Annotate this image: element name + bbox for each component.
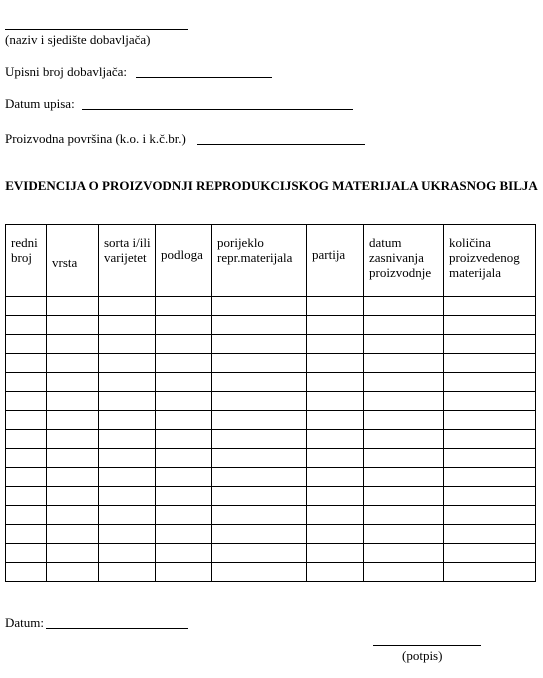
table-cell[interactable] <box>6 449 47 468</box>
table-cell[interactable] <box>212 354 307 373</box>
registration-date-label: Datum upisa: <box>5 96 75 111</box>
table-cell[interactable] <box>307 506 364 525</box>
table-cell[interactable] <box>307 354 364 373</box>
table-cell[interactable] <box>156 487 212 506</box>
table-cell[interactable] <box>6 297 47 316</box>
table-cell[interactable] <box>156 430 212 449</box>
table-cell[interactable] <box>156 316 212 335</box>
table-cell[interactable] <box>307 430 364 449</box>
table-cell[interactable] <box>6 506 47 525</box>
footer-date-field[interactable] <box>46 628 188 629</box>
footer-date-label: Datum: <box>5 615 44 630</box>
table-cell[interactable] <box>99 297 156 316</box>
table-cell[interactable] <box>99 335 156 354</box>
table-cell[interactable] <box>99 430 156 449</box>
table-cell[interactable] <box>47 411 99 430</box>
column-header <box>364 225 444 297</box>
supplier-name-label: (naziv i sjedište dobavljača) <box>5 32 151 47</box>
table-cell[interactable] <box>364 430 444 449</box>
table-cell[interactable] <box>364 487 444 506</box>
table-cell[interactable] <box>156 544 212 563</box>
table-row <box>6 449 536 468</box>
column-header <box>47 225 99 297</box>
table-cell[interactable] <box>307 449 364 468</box>
table-cell[interactable] <box>47 392 99 411</box>
table-cell[interactable] <box>47 297 99 316</box>
table-cell[interactable] <box>156 392 212 411</box>
table-cell[interactable] <box>156 468 212 487</box>
table-cell[interactable] <box>99 468 156 487</box>
table-cell[interactable] <box>212 544 307 563</box>
table-cell[interactable] <box>307 373 364 392</box>
table-cell[interactable] <box>364 506 444 525</box>
table-cell[interactable] <box>6 316 47 335</box>
table-cell[interactable] <box>444 544 536 563</box>
table-row <box>6 563 536 582</box>
table-row <box>6 297 536 316</box>
table-cell[interactable] <box>99 449 156 468</box>
table-cell[interactable] <box>6 544 47 563</box>
table-row <box>6 525 536 544</box>
table-row <box>6 506 536 525</box>
table-cell[interactable] <box>6 335 47 354</box>
table-cell[interactable] <box>47 506 99 525</box>
table-cell[interactable] <box>47 335 99 354</box>
table-row <box>6 468 536 487</box>
table-cell[interactable] <box>307 297 364 316</box>
table-cell[interactable] <box>156 449 212 468</box>
table-cell[interactable] <box>6 373 47 392</box>
table-cell[interactable] <box>6 468 47 487</box>
signature-label: (potpis) <box>402 648 443 663</box>
table-row <box>6 487 536 506</box>
table-cell[interactable] <box>364 525 444 544</box>
production-area-field[interactable] <box>197 144 365 145</box>
table-cell[interactable] <box>212 468 307 487</box>
production-record-table <box>5 224 536 582</box>
table-cell[interactable] <box>47 373 99 392</box>
column-header-label: partija <box>312 247 346 262</box>
table-cell[interactable] <box>212 563 307 582</box>
table-header-row <box>6 225 536 297</box>
column-header-label: porijeklo repr.materijala <box>217 235 293 265</box>
table-cell[interactable] <box>212 335 307 354</box>
document-title: EVIDENCIJA O PROIZVODNJI REPRODUKCIJSKOG MATERIJALA UKRASNOG BILJA <box>5 178 538 193</box>
column-header-label: datum zasnivanja proizvodnje <box>369 235 432 280</box>
table-cell[interactable] <box>364 373 444 392</box>
table-cell[interactable] <box>156 354 212 373</box>
table-cell[interactable] <box>6 411 47 430</box>
table-cell[interactable] <box>47 316 99 335</box>
table-cell[interactable] <box>47 544 99 563</box>
table-cell[interactable] <box>212 525 307 544</box>
table-cell[interactable] <box>47 468 99 487</box>
table-cell[interactable] <box>444 506 536 525</box>
table-cell[interactable] <box>364 563 444 582</box>
registration-date-field[interactable] <box>82 109 353 110</box>
table-cell[interactable] <box>47 354 99 373</box>
table-cell[interactable] <box>364 449 444 468</box>
table-cell[interactable] <box>47 449 99 468</box>
table-cell[interactable] <box>364 544 444 563</box>
table-cell[interactable] <box>47 525 99 544</box>
table-cell[interactable] <box>6 487 47 506</box>
table-cell[interactable] <box>156 335 212 354</box>
table-cell[interactable] <box>212 506 307 525</box>
table-cell[interactable] <box>444 449 536 468</box>
table-cell[interactable] <box>444 297 536 316</box>
table-cell[interactable] <box>307 411 364 430</box>
column-header <box>212 225 307 297</box>
table-cell[interactable] <box>212 373 307 392</box>
table-cell[interactable] <box>444 316 536 335</box>
table-cell[interactable] <box>307 468 364 487</box>
table-cell[interactable] <box>307 392 364 411</box>
table-cell[interactable] <box>212 316 307 335</box>
table-cell[interactable] <box>99 373 156 392</box>
table-cell[interactable] <box>156 525 212 544</box>
table-cell[interactable] <box>212 430 307 449</box>
table-cell[interactable] <box>444 411 536 430</box>
table-row <box>6 354 536 373</box>
table-cell[interactable] <box>212 449 307 468</box>
table-cell[interactable] <box>444 373 536 392</box>
table-cell[interactable] <box>364 297 444 316</box>
table-cell[interactable] <box>212 487 307 506</box>
table-cell[interactable] <box>6 430 47 449</box>
table-cell[interactable] <box>47 563 99 582</box>
table-cell[interactable] <box>212 411 307 430</box>
table-row <box>6 544 536 563</box>
table-cell[interactable] <box>156 373 212 392</box>
table-cell[interactable] <box>156 506 212 525</box>
column-header-label: redni broj <box>11 235 38 265</box>
table-cell[interactable] <box>47 430 99 449</box>
column-header-label: količina proizvedenog materijala <box>449 235 520 280</box>
table-row <box>6 392 536 411</box>
table-cell[interactable] <box>156 411 212 430</box>
column-header <box>6 225 47 297</box>
table-cell[interactable] <box>99 525 156 544</box>
table-cell[interactable] <box>99 411 156 430</box>
table-cell[interactable] <box>307 335 364 354</box>
column-header <box>156 225 212 297</box>
table-cell[interactable] <box>364 335 444 354</box>
production-area-label: Proizvodna površina (k.o. i k.č.br.) <box>5 131 186 146</box>
table-cell[interactable] <box>212 392 307 411</box>
table-row <box>6 430 536 449</box>
column-header-label: sorta i/ili varijetet <box>104 235 151 265</box>
table-cell[interactable] <box>307 487 364 506</box>
column-header <box>307 225 364 297</box>
table-cell[interactable] <box>212 297 307 316</box>
table-cell[interactable] <box>99 354 156 373</box>
table-cell[interactable] <box>364 392 444 411</box>
table-cell[interactable] <box>307 563 364 582</box>
table-cell[interactable] <box>364 354 444 373</box>
column-header-label: vrsta <box>52 255 78 270</box>
table-cell[interactable] <box>99 316 156 335</box>
table-row <box>6 316 536 335</box>
table-cell[interactable] <box>6 392 47 411</box>
table-cell[interactable] <box>156 297 212 316</box>
table-cell[interactable] <box>307 544 364 563</box>
table-cell[interactable] <box>444 468 536 487</box>
table-cell[interactable] <box>307 316 364 335</box>
table-cell[interactable] <box>307 525 364 544</box>
table-body <box>6 297 536 582</box>
table-row <box>6 373 536 392</box>
table-cell[interactable] <box>99 544 156 563</box>
column-header-label: podloga <box>161 247 203 262</box>
registration-number-field[interactable] <box>136 77 272 78</box>
table-cell[interactable] <box>6 563 47 582</box>
table-cell[interactable] <box>444 392 536 411</box>
table-cell[interactable] <box>6 525 47 544</box>
signature-line[interactable] <box>373 645 481 646</box>
table-cell[interactable] <box>99 563 156 582</box>
table-cell[interactable] <box>444 335 536 354</box>
table-cell[interactable] <box>156 563 212 582</box>
table-cell[interactable] <box>364 411 444 430</box>
table-cell[interactable] <box>99 506 156 525</box>
supplier-name-line[interactable] <box>5 29 188 30</box>
table-cell[interactable] <box>364 468 444 487</box>
table-cell[interactable] <box>444 525 536 544</box>
table-cell[interactable] <box>99 392 156 411</box>
table-cell[interactable] <box>99 487 156 506</box>
table-cell[interactable] <box>444 430 536 449</box>
table-cell[interactable] <box>444 487 536 506</box>
column-header <box>99 225 156 297</box>
table-cell[interactable] <box>444 354 536 373</box>
table-row <box>6 411 536 430</box>
table-cell[interactable] <box>364 316 444 335</box>
registration-number-label: Upisni broj dobavljača: <box>5 64 128 79</box>
column-header <box>444 225 536 297</box>
table-row <box>6 335 536 354</box>
table-cell[interactable] <box>444 563 536 582</box>
table-cell[interactable] <box>6 354 47 373</box>
table-cell[interactable] <box>47 487 99 506</box>
